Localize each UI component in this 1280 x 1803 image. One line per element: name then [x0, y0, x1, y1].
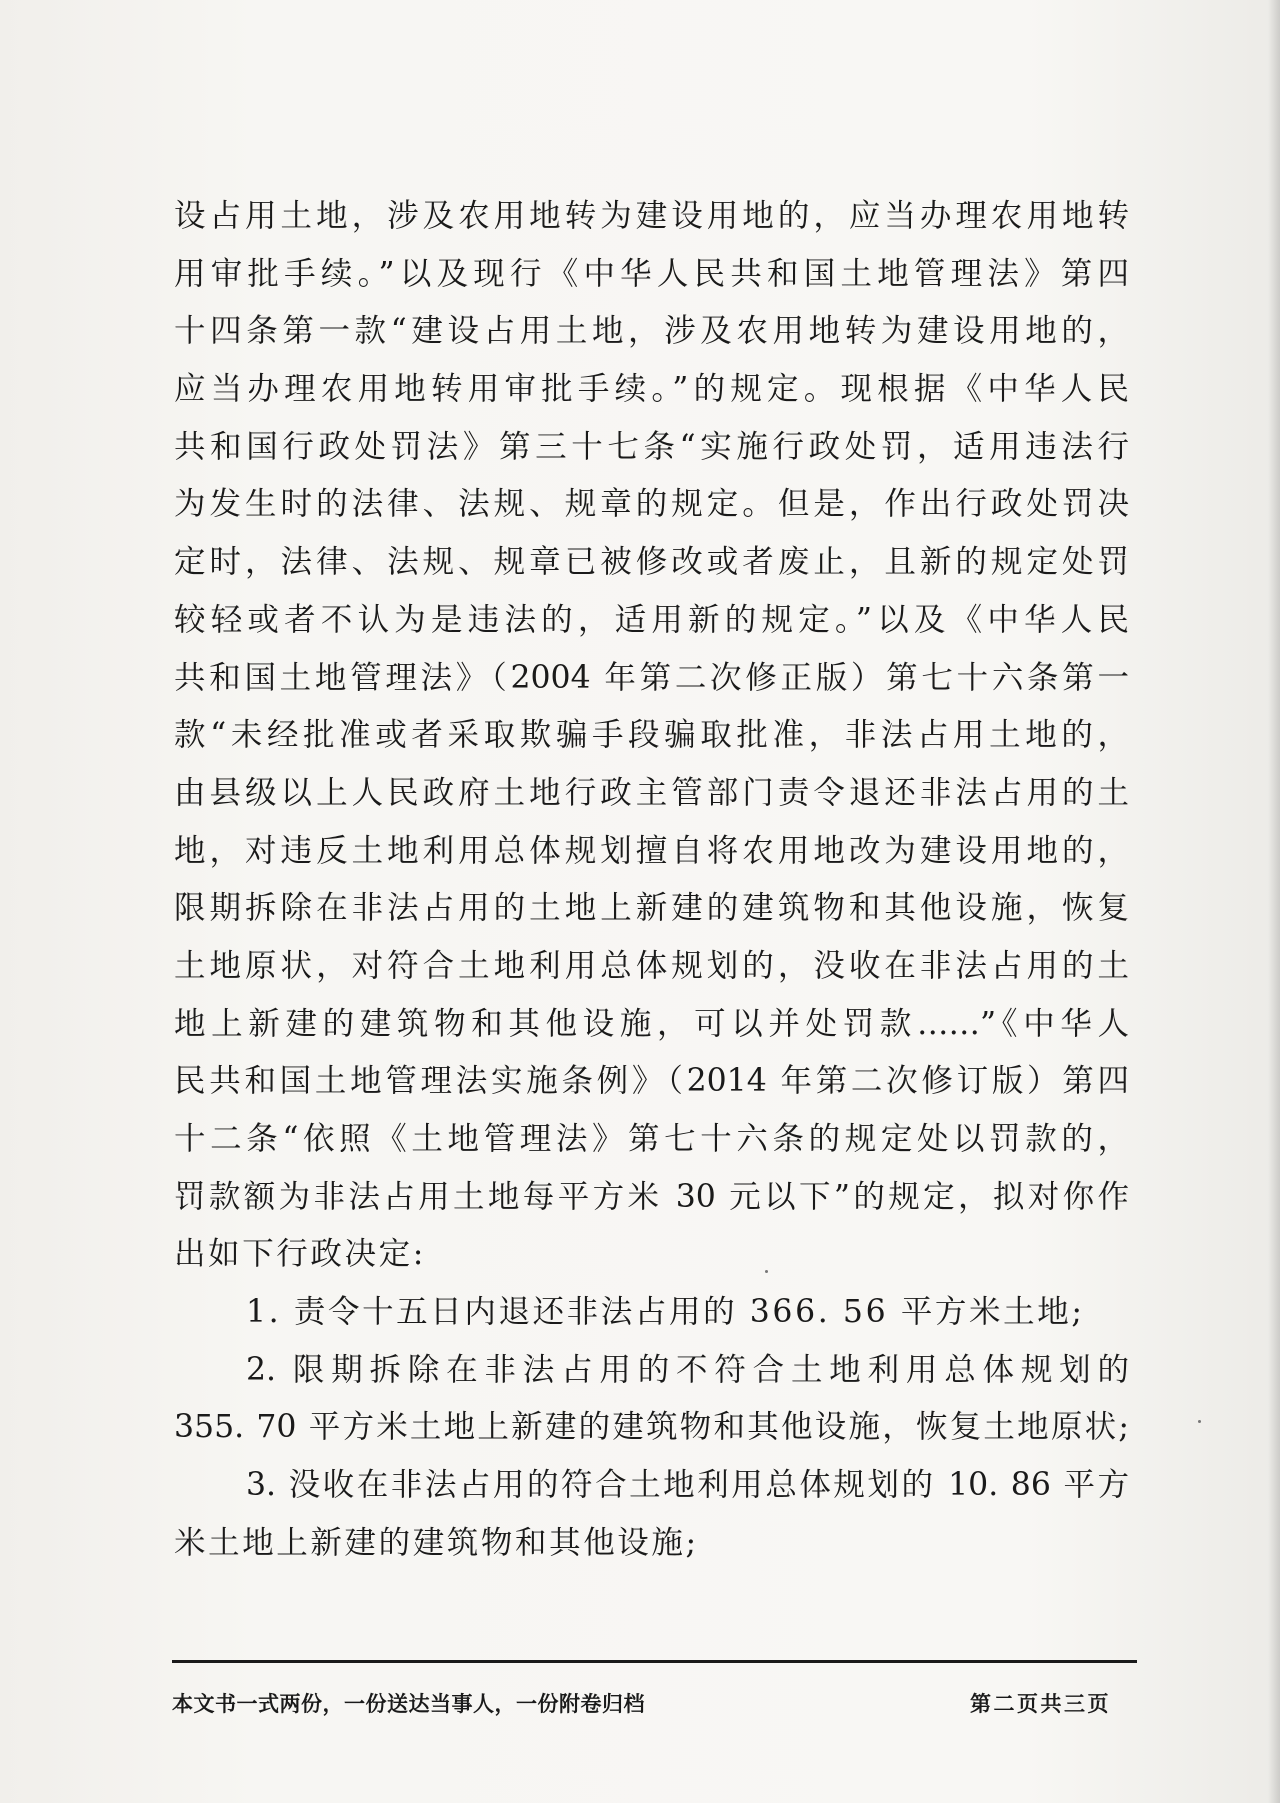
decision-item-line: 1. 责令十五日内退还非法占用的 366. 56 平方米土地; [246, 1294, 1085, 1331]
body-line: 罚款额为非法占用土地每平方米 30 元以下”的规定，拟对你作 [174, 1178, 1129, 1215]
body-line: 定时，法律、法规、规章已被修改或者废止，且新的规定处罚 [174, 544, 1129, 581]
body-line: 款“未经批准或者采取欺骗手段骗取批准，非法占用土地的， [174, 717, 1129, 754]
decision-item-line: 2. 限期拆除在非法占用的不符合土地利用总体规划的 [246, 1351, 1129, 1388]
body-line: 较轻或者不认为是违法的，适用新的规定。”以及《中华人民 [174, 601, 1129, 638]
decision-item-line: 355. 70 平方米土地上新建的建筑物和其他设施，恢复土地原状; [174, 1409, 1129, 1446]
body-line: 设占用土地，涉及农用地转为建设用地的，应当办理农用地转 [174, 198, 1129, 234]
scan-speck [765, 1270, 768, 1273]
body-line: 应当办理农用地转用审批手续。”的规定。现根据《中华人民 [174, 371, 1129, 408]
body-line: 限期拆除在非法占用的土地上新建的建筑物和其他设施，恢复 [174, 890, 1129, 927]
body-line: 地上新建的建筑物和其他设施，可以并处罚款……”《中华人 [174, 1005, 1129, 1042]
decision-item-3 [174, 1457, 1129, 1572]
body-line: 为发生时的法律、法规、规章的规定。但是，作出行政处罚决 [174, 486, 1129, 523]
body-line: 民共和国土地管理法实施条例》（2014 年第二次修订版）第四 [174, 1063, 1129, 1100]
footer-divider [172, 1660, 1137, 1663]
scan-speck [1198, 1420, 1201, 1423]
decision-item-2 [174, 1342, 1129, 1457]
decision-item-line: 米土地上新建的建筑物和其他设施; [174, 1524, 699, 1561]
decision-item-1 [174, 1284, 1129, 1342]
body-line: 共和国土地管理法》（2004 年第二次修正版）第七十六条第一 [174, 659, 1129, 696]
page-indicator: 第二页共三页 [970, 1692, 1111, 1716]
page-edge-shadow [1268, 0, 1280, 1803]
body-line: 用审批手续。”以及现行《中华人民共和国土地管理法》第四 [174, 255, 1129, 292]
copies-note: 本文书一式两份，一份送达当事人，一份附卷归档 [172, 1692, 645, 1716]
body-line: 地，对违反土地利用总体规划擅自将农用地改为建设用地的， [174, 832, 1129, 869]
document-body [174, 188, 1129, 1573]
body-line: 十二条“依照《土地管理法》第七十六条的规定处以罚款的， [174, 1121, 1129, 1157]
body-line: 出如下行政决定: [174, 1236, 426, 1273]
decision-item-line: 3. 没收在非法占用的符合土地利用总体规划的 10. 86 平方 [246, 1467, 1129, 1504]
body-line: 共和国行政处罚法》第三十七条“实施行政处罚，适用违法行 [174, 428, 1129, 465]
body-line: 土地原状，对符合土地利用总体规划的，没收在非法占用的土 [174, 947, 1129, 984]
body-line: 十四条第一款“建设占用土地，涉及农用地转为建设用地的， [174, 313, 1129, 350]
body-line: 由县级以上人民政府土地行政主管部门责令退还非法占用的土 [174, 774, 1129, 811]
